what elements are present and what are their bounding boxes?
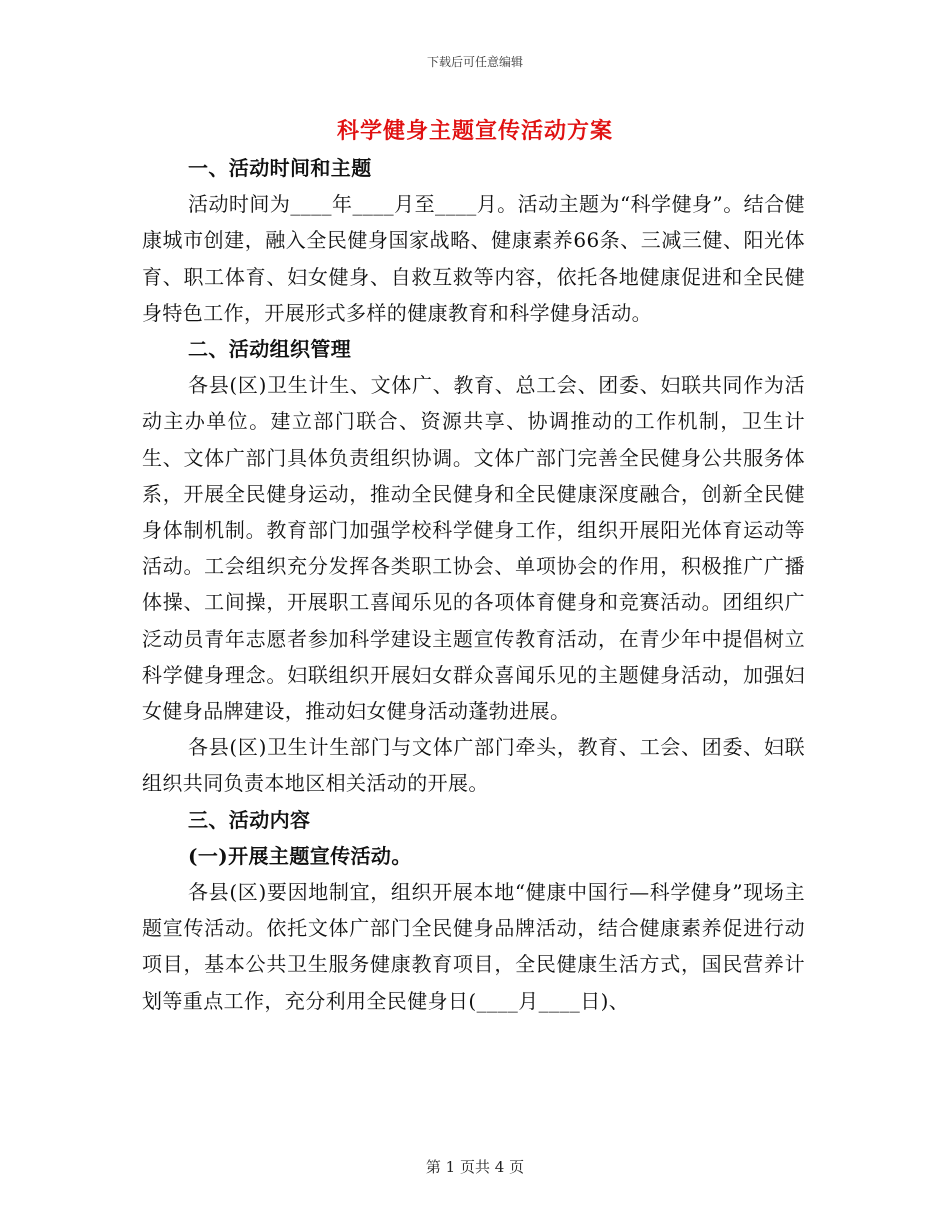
paragraph: 活动时间为____年____月至____月。活动主题为“科学健身”。结合健康城市创建，融入全民健身国家战略、健康素养66条、三减三健、阳光体育、职工体育、妇女健身、自救互救等内容，依托各地健康促进和全民健身特色工作，开展形式多样的健康教育和科学健身活动。: [142, 192, 805, 325]
paragraph: 各县(区)卫生计生部门与文体广部门牵头，教育、工会、团委、妇联组织共同负责本地区相关活动的开展。: [142, 735, 805, 796]
section-heading-1: 一、活动时间和主题: [188, 156, 372, 180]
paragraph: 各县(区)卫生计生、文体广、教育、总工会、团委、妇联共同作为活动主办单位。建立部门联合、资源共享、协调推动的工作机制，卫生计生、文体广部门具体负责组织协调。文体广部门完善全民健身公共服务体系，开展全民健身运动，推动全民健身和全民健康深度融合，创新全民健身体制机制。教育部门加强学校科学健身工作，组织开展阳光体育运动等活动。工会组织充分发挥各类职工协会、单项协会的作用，积极推广广播体操、工间操，开展职工喜闻乐见的各项体育健身和竞赛活动。团组织广泛动员青年志愿者参加科学建设主题宣传教育活动，在青少年中提倡树立科学健身理念。妇联组织开展妇女群众喜闻乐见的主题健身活动，加强妇女健身品牌建设，推动妇女健身活动蓬勃进展。: [142, 373, 805, 724]
subsection-heading: (一)开展主题宣传活动。: [188, 843, 412, 868]
section-heading-2: 二、活动组织管理: [188, 337, 352, 362]
document-title: 科学健身主题宣传活动方案: [336, 118, 613, 144]
paragraph: 各县(区)要因地制宜，组织开展本地“健康中国行—科学健身”现场主题宣传活动。依托文体广部门全民健身品牌活动，结合健康素养促进行动项目，基本公共卫生服务健康教育项目，全民健康生活方式，国民营养计划等重点工作，充分利用全民健身日(____月____日)、: [142, 880, 805, 1013]
document-body: [142, 150, 805, 1019]
section-heading-3: 三、活动内容: [188, 807, 311, 832]
page-footer: 第 1 页共 4 页: [425, 1158, 525, 1176]
header-note: 下载后可任意编辑: [426, 55, 523, 69]
